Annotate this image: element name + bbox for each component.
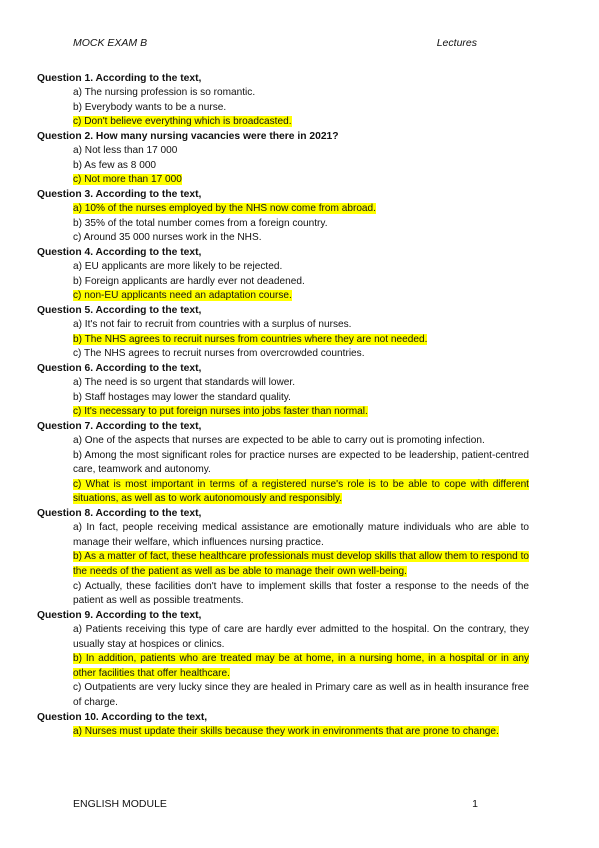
answer-option	[73, 449, 529, 478]
highlighted-answer-text: c) What is most important in terms of a registered nurse's role is to be able to cope with different situations, as well as to work autonomously and responsibly.	[73, 478, 529, 505]
answer-option	[73, 231, 529, 246]
question-block	[37, 72, 529, 130]
highlighted-answer-text: a) Nurses must update their skills because they work in environments that are prone to change.	[73, 725, 499, 737]
answer-option	[73, 405, 529, 420]
highlighted-answer-text: a) 10% of the nurses employed by the NHS now come from abroad.	[73, 203, 376, 215]
question-title: Question 1. According to the text,	[37, 73, 202, 84]
answer-text: a) Patients receiving this type of care are hardly ever admitted to the hospital. On the contrary, they usually stay at hospices or clinics.	[73, 624, 529, 650]
answer-text: a) One of the aspects that nurses are expected to be able to carry out is promoting infection.	[73, 435, 485, 447]
question-title: Question 10. According to the text,	[37, 711, 208, 723]
question-block	[37, 188, 529, 246]
question-block	[37, 304, 529, 362]
page-number: 1	[472, 798, 478, 810]
answer-option	[73, 580, 529, 609]
answer-text: b) Staff hostages may lower the standard quality.	[73, 391, 291, 403]
answer-option	[73, 550, 529, 579]
question-block	[37, 246, 529, 304]
highlighted-answer-text: c) It's necessary to put foreign nurses into jobs faster than normal.	[73, 406, 368, 418]
answer-text: b) 35% of the total number comes from a foreign country.	[73, 217, 328, 229]
highlighted-answer-text: c) non-EU applicants need an adaptation course.	[73, 290, 292, 302]
question-block	[37, 362, 529, 420]
question-block	[37, 609, 529, 711]
answer-option	[73, 173, 529, 188]
answer-option	[73, 434, 529, 449]
question-title: Question 3. According to the text,	[37, 188, 202, 200]
answer-text: c) Actually, these facilities don't have to implement skills that foster a response to the needs of the patient as well as possible treatments.	[73, 580, 529, 607]
header-exam-title: MOCK EXAM B	[73, 37, 148, 49]
question-title: Question 5. According to the text,	[37, 304, 202, 316]
answer-option	[73, 115, 529, 130]
question-title: Question 2. How many nursing vacancies were there in 2021?	[37, 130, 339, 142]
answer-option	[73, 86, 529, 101]
question-block	[37, 130, 529, 188]
header-section-label: Lectures	[436, 37, 477, 49]
footer-module-label: ENGLISH MODULE	[73, 798, 167, 810]
answer-option	[73, 478, 529, 507]
question-title: Question 6. According to the text,	[37, 362, 202, 374]
answer-text: a) Not less than 17 000	[73, 145, 178, 157]
answer-option	[73, 347, 529, 362]
answer-option	[73, 623, 529, 652]
answer-option	[73, 159, 529, 174]
answer-option	[73, 260, 529, 275]
answer-text: c) The NHS agrees to recruit nurses from overcrowded countries.	[73, 348, 365, 360]
answer-option	[73, 521, 529, 550]
answer-option	[73, 202, 529, 217]
answer-text: c) Outpatients are very lucky since they are healed in Primary care as well as in health insurance free of charge.	[73, 682, 529, 709]
answer-text: a) The need is so urgent that standards will lower.	[73, 377, 295, 389]
answer-text: b) Among the most significant roles for practice nurses are expected to be leadership, patient-centred care, teamwork and autonomy.	[73, 449, 529, 476]
answer-option	[73, 275, 529, 290]
answer-option	[73, 681, 529, 710]
answer-option	[73, 318, 529, 333]
answer-text: b) Everybody wants to be a nurse.	[73, 101, 227, 113]
highlighted-answer-text: b) The NHS agrees to recruit nurses from countries where they are not needed.	[73, 333, 428, 345]
question-block	[37, 420, 529, 507]
highlighted-answer-text: b) In addition, patients who are treated may be at home, in a nursing home, in a hospital or in any other facilities that offer healthcare.	[73, 653, 529, 679]
question-block	[37, 507, 529, 609]
highlighted-answer-text: b) As a matter of fact, these healthcare professionals must develop skills that allow them to respond to the needs of the patient as well as be able to manage their own well-being.	[73, 551, 529, 578]
answer-text: c) Around 35 000 nurses work in the NHS.	[73, 232, 262, 244]
questions-list	[37, 72, 529, 739]
answer-option	[73, 725, 529, 740]
question-block	[37, 711, 529, 740]
answer-text: a) It's not fair to recruit from countries with a surplus of nurses.	[73, 319, 352, 331]
answer-option	[73, 217, 529, 232]
question-title: Question 4. According to the text,	[37, 246, 202, 258]
answer-text: a) The nursing profession is so romantic.	[73, 87, 256, 99]
answer-option	[73, 376, 529, 391]
answer-text: b) Foreign applicants are hardly ever not deadened.	[73, 275, 305, 287]
answer-option	[73, 144, 529, 159]
answer-option	[73, 652, 529, 681]
answer-text: a) In fact, people receiving medical assistance are emotionally mature individuals who are able to manage their welfare, which influences nursing practice.	[73, 522, 529, 548]
answer-option	[73, 289, 529, 304]
answer-option	[73, 101, 529, 116]
highlighted-answer-text: c) Not more than 17 000	[73, 174, 182, 186]
question-title: Question 9. According to the text,	[37, 609, 202, 621]
question-title: Question 7. According to the text,	[37, 420, 202, 432]
answer-option	[73, 391, 529, 406]
page-header	[73, 37, 477, 51]
highlighted-answer-text: c) Don't believe everything which is broadcasted.	[73, 116, 292, 128]
answer-text: b) As few as 8 000	[73, 159, 157, 171]
page-footer	[73, 798, 478, 812]
answer-option	[73, 333, 529, 348]
question-title: Question 8. According to the text,	[37, 508, 202, 520]
answer-text: a) EU applicants are more likely to be rejected.	[73, 261, 283, 273]
